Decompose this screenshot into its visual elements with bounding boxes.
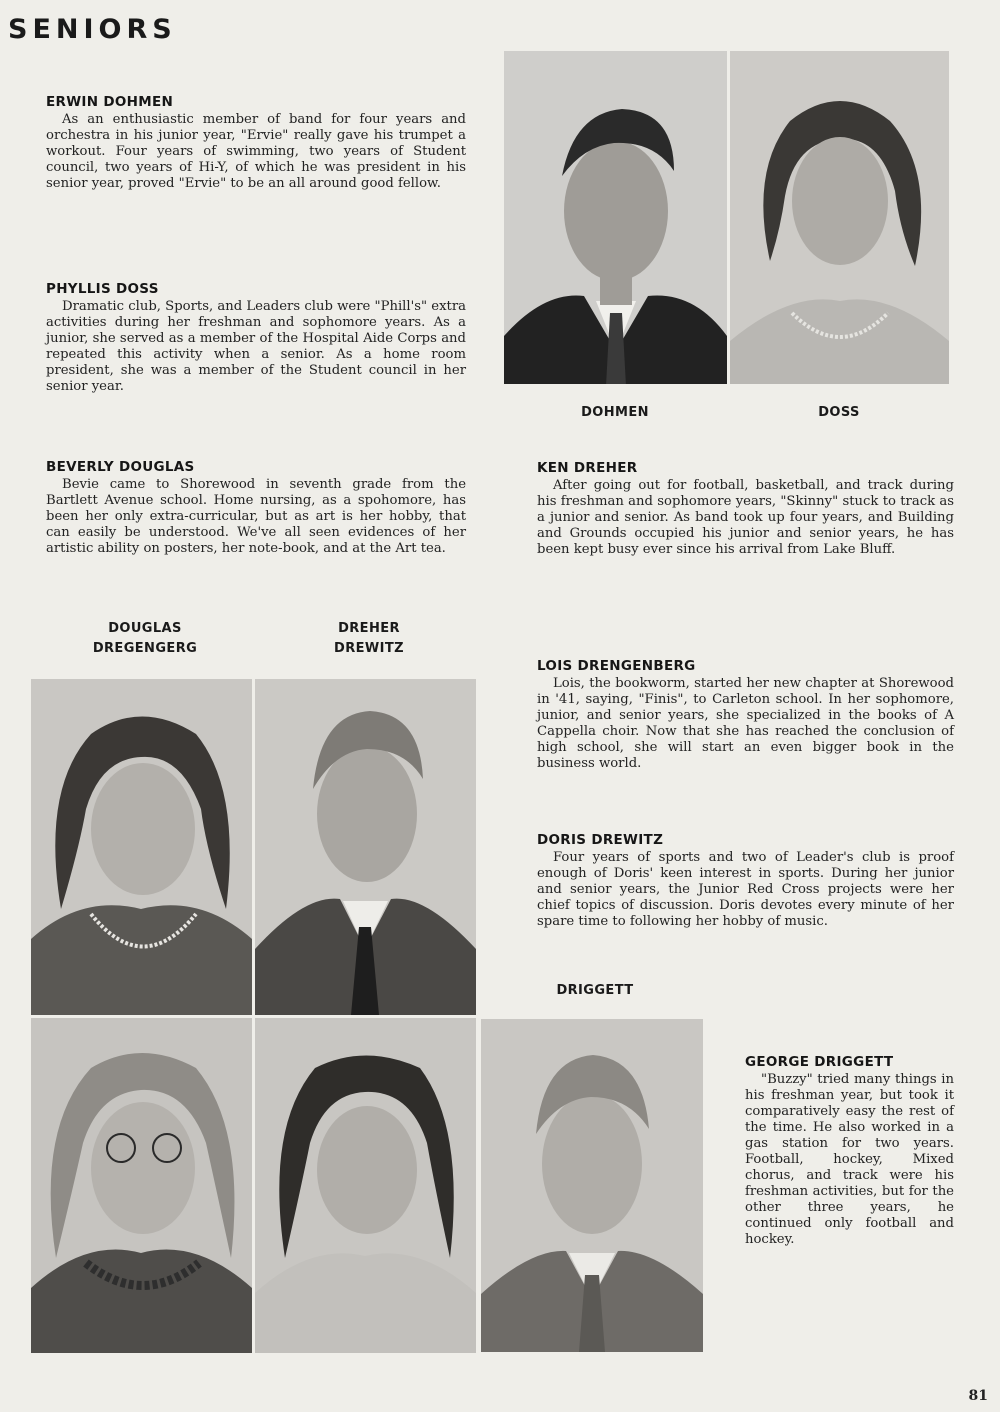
page-title: SENIORS [8,14,177,45]
caption-doss: DOSS [818,405,860,420]
bio-name: PHYLLIS DOSS [46,281,159,297]
portrait-photo-dreher [255,679,477,1015]
bio-dohmen [46,94,466,192]
caption-dohmen: DOHMEN [581,405,649,420]
bio-text: Four years of sports and two of Leader's club is proof enough of Doris' keen interest in sports. During her junior and senior years, the Junior Red Cross projects were her chief topics of discussion. Doris devotes every minute of her spare time to following her hobby of music. [537,850,954,929]
bio-name: DORIS DREWITZ [537,832,664,848]
caption-driggett: DRIGGETT [556,983,634,998]
caption-dreher-drewitz: DREHER DREWITZ [334,621,404,656]
portrait-photo-drewitz [255,1018,477,1353]
bio-text: After going out for football, basketball, and track during his freshman and sophomore years, "Skinny" stuck to track as a junior and senior. As band took up four years, and Building and Grounds occupied his junior and senior years, he has been kept busy ever since his arrival from Lake Bluff. [537,478,954,557]
bio-drewitz [537,832,954,930]
portrait-photo-douglas [31,679,253,1015]
caption-douglas-dregengerg: DOUGLAS DREGENGERG [92,621,198,656]
bio-name: LOIS DRENGENBERG [537,658,696,674]
bio-driggett [745,1054,954,1248]
bio-text: Lois, the bookworm, started her new chapter at Shorewood in '41, saying, "Finis", to Carleton school. In her sophomore, junior, and senior years, she specialized in the books of A Cappella choir. Now that she has reached the conclusion of high school, she will start an even bigger book in the business world. [537,676,954,771]
bio-text: Bevie came to Shorewood in seventh grade from the Bartlett Avenue school. Home nursing, as a spohomore, has been her only extra-curricular, but as art is her hobby, that can easily be understood. We've all seen evidences of her artistic ability on posters, her note-book, and at the Art tea. [46,477,466,556]
portrait-photo-doss [730,51,950,384]
bio-doss [46,281,466,395]
portrait-photo-driggett [481,1019,704,1352]
bio-name: KEN DREHER [537,460,638,476]
page-number: 81 [968,1388,988,1404]
bio-douglas [46,459,466,557]
bio-dreher [537,460,954,558]
bio-text: "Buzzy" tried many things in his freshman year, but took it comparatively easy the rest of the time. He also worked in a gas station for two years. Football, hockey, Mixed chorus, and track were his freshman activities, but for the other three years, he continued only football and hockey. [745,1072,954,1247]
bio-name: ERWIN DOHMEN [46,94,174,110]
bio-text: Dramatic club, Sports, and Leaders club were "Phill's" extra activities during her freshman and sophomore years. As a junior, she served as a member of the Hospital Aide Corps and repeated this activity when a senior. As a home room president, she was a member of the Student council in her senior year. [46,299,466,394]
portrait-photo-drengenberg [31,1018,253,1353]
bio-name: BEVERLY DOUGLAS [46,459,195,475]
bio-drengenberg [537,658,954,772]
portrait-photo-dohmen [504,51,728,384]
bio-name: GEORGE DRIGGETT [745,1054,894,1070]
bio-text: As an enthusiastic member of band for four years and orchestra in his junior year, "Ervie" really gave his trumpet a workout. Four years of swimming, two years of Student council, two years of Hi-Y, of which he was president in his senior year, proved "Ervie" to be an all around good fellow. [46,112,466,191]
